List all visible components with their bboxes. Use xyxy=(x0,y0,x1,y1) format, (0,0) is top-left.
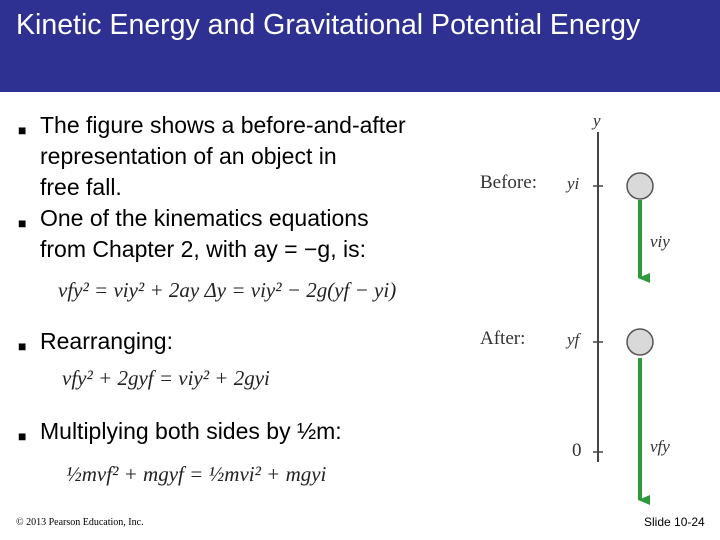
copyright-footer: © 2013 Pearson Education, Inc. xyxy=(16,517,144,528)
bullet-text: One of the kinematics equations from Chapter 2, with ay = −g, is: xyxy=(40,205,369,262)
after-label: After: xyxy=(480,328,526,349)
bullet-text: Multiplying both sides by ½m: xyxy=(40,418,342,444)
viy-label: viy xyxy=(650,232,670,251)
before-label: Before: xyxy=(480,172,537,193)
yf-label: yf xyxy=(567,330,580,349)
equation-1: vfy² = viy² + 2ay Δy = viy² − 2g(yf − yi) xyxy=(58,278,397,302)
equation-3: ½mvf² + mgyf = ½mvi² + mgyi xyxy=(66,462,327,486)
axis-label-y: y xyxy=(593,111,601,130)
bullet-marker-icon: ■ xyxy=(18,122,27,138)
zero-label: 0 xyxy=(572,440,582,461)
bullet-marker-icon: ■ xyxy=(18,215,27,231)
vfy-label: vfy xyxy=(650,437,670,456)
equation-2: vfy² + 2gyf = viy² + 2gyi xyxy=(62,366,270,390)
ball-before xyxy=(627,173,653,199)
ball-after xyxy=(627,329,653,355)
bullet-marker-icon: ■ xyxy=(18,428,27,444)
yi-label: yi xyxy=(567,174,580,193)
bullet-marker-icon: ■ xyxy=(18,338,27,354)
bullet-text: Rearranging: xyxy=(40,328,173,354)
slide-title: Kinetic Energy and Gravitational Potential Energy xyxy=(16,9,641,41)
bullet-text: The figure shows a before-and-after representation of an object in free fall. xyxy=(40,112,406,200)
slide-number: Slide 10-24 xyxy=(644,515,705,529)
